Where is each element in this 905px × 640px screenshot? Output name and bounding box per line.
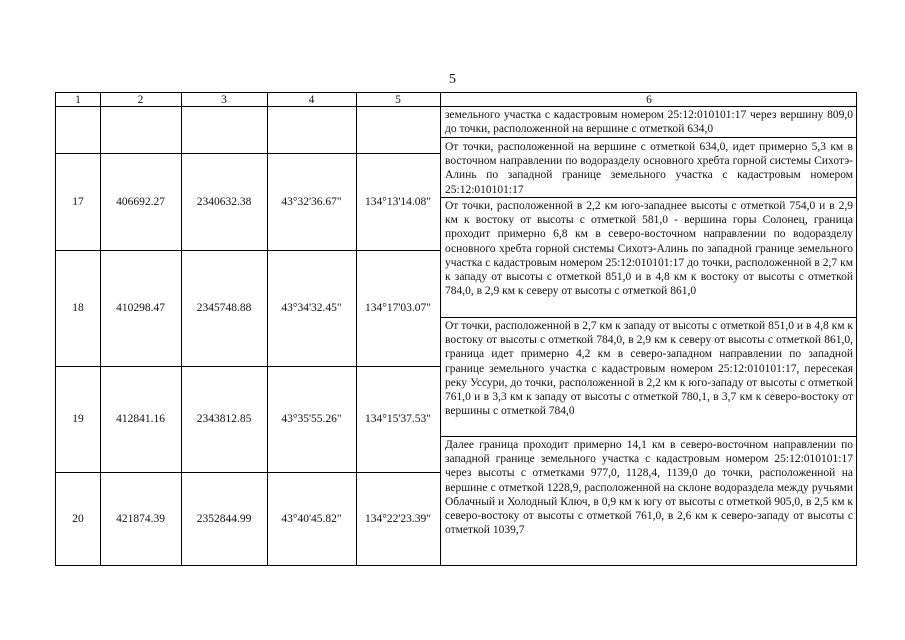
boundary-description-4: От точки, расположенной в 2,7 км к западу от высоты с отметкой 851,0 и в 4,8 км к востоку от высоты с отметкой 784,0, в 2,9 км к северу от высоты с отметкой 861,0, граница идет примерно 4,2 км в северо-западном направлении по западной границе земельного участка с кадастровым номером 25:12:010101:17, пересекая реку Уссури, до точки, расположенной в 2,2 км к юго-западу от высоты с отметкой 761,0 и в 3,3 км к западу от высоты с отметкой 780,1, в 3,7 км к северо-востоку от вершины с отметкой 784,0 bbox=[445, 320, 853, 418]
table-row-17-x: 406692.27 bbox=[116, 195, 165, 208]
header-col-3: 3 bbox=[221, 93, 227, 106]
table-row-17-lon: 134°13'14.08" bbox=[365, 195, 431, 208]
description-divider bbox=[440, 137, 856, 138]
table-row-20-y: 2352844.99 bbox=[196, 512, 252, 525]
header-col-2: 2 bbox=[137, 93, 144, 106]
table-row-18-x: 410298.47 bbox=[116, 302, 165, 314]
column-divider bbox=[440, 93, 441, 565]
table-row-19-lon: 134°15'37.53" bbox=[365, 413, 431, 425]
description-divider bbox=[440, 436, 856, 437]
table-row-20-x: 421874.39 bbox=[116, 512, 165, 525]
table-row-17-num: 17 bbox=[72, 195, 84, 208]
table-row-19-lat: 43°35'55.26" bbox=[281, 413, 342, 425]
table-row-19-num: 19 bbox=[72, 413, 84, 425]
header-divider bbox=[56, 106, 856, 107]
table-row-20-lon: 134°22'23.39" bbox=[365, 512, 431, 525]
table-row-18-lat: 43°34'32.45" bbox=[281, 302, 342, 314]
boundary-description-3: От точки, расположенной в 2,2 км юго-западнее высоты с отметкой 754,0 и в 2,9 км к востоку от высоты с отметкой 581,0 - вершина горы Солонец, граница проходит примерно 6,8 км в северо-восточном направлении по водоразделу основного хребта горной системы Сихотэ-Алинь по западной границе земельного участка с кадастровым номером 25:12:010101:17 до точки, расположенной в 2,7 км к западу от высоты с отметкой 851,0 и в 4,8 км к востоку от высоты с отметкой 784,0, в 2,9 км к северу от высоты с отметкой 861,0 bbox=[445, 200, 853, 298]
table-row-17-y: 2340632.38 bbox=[196, 195, 252, 208]
table-row-18-lon: 134°17'03.07" bbox=[365, 302, 431, 314]
header-col-4: 4 bbox=[308, 93, 315, 106]
boundary-coordinates-table bbox=[55, 92, 857, 566]
header-col-1: 1 bbox=[75, 93, 81, 106]
table-row-20-num: 20 bbox=[72, 512, 84, 525]
header-col-5: 5 bbox=[395, 93, 401, 106]
description-divider bbox=[440, 197, 856, 198]
table-row-17-lat: 43°32'36.67" bbox=[281, 195, 342, 208]
table-row-18-y: 2345748.88 bbox=[196, 302, 252, 314]
description-divider bbox=[440, 317, 856, 318]
boundary-description-1: земельного участка с кадастровым номером 25:12:010101:17 через вершину 809,0 до точки, расположенной на вершине с отметкой 634,0 bbox=[445, 109, 853, 136]
header-col-6: 6 bbox=[646, 93, 652, 106]
boundary-description-2: От точки, расположенной на вершине с отметкой 634,0, идет примерно 5,3 км в восточном направлении по водоразделу основного хребта горной системы Сихотэ-Алинь по западной границе земельного участка с кадастровым номером 25:12:010101:17 bbox=[445, 141, 853, 196]
page-number: 5 bbox=[449, 72, 456, 87]
table-row-18-num: 18 bbox=[72, 302, 84, 314]
table-row-19-y: 2343812.85 bbox=[196, 413, 252, 425]
table-row-19-x: 412841.16 bbox=[116, 413, 165, 425]
table-row-20-lat: 43°40'45.82" bbox=[281, 512, 342, 525]
boundary-description-5: Далее граница проходит примерно 14,1 км в северо-восточном направлении по западной границе земельного участка с кадастровым номером 25:12:010101:17 через высоты с отметками 977,0, 1128,4, 1139,0 до точки, расположенной на вершине с отметкой 1228,9, расположенной на склоне водораздела между ручьями Облачный и Холодный Ключ, в 0,9 км к югу от высоты с отметкой 905,0, в 2,5 км к северо-востоку от высоты с отметкой 761,0, в 2,6 км к северо-западу от высоты с отметкой 1039,7 bbox=[445, 439, 853, 537]
